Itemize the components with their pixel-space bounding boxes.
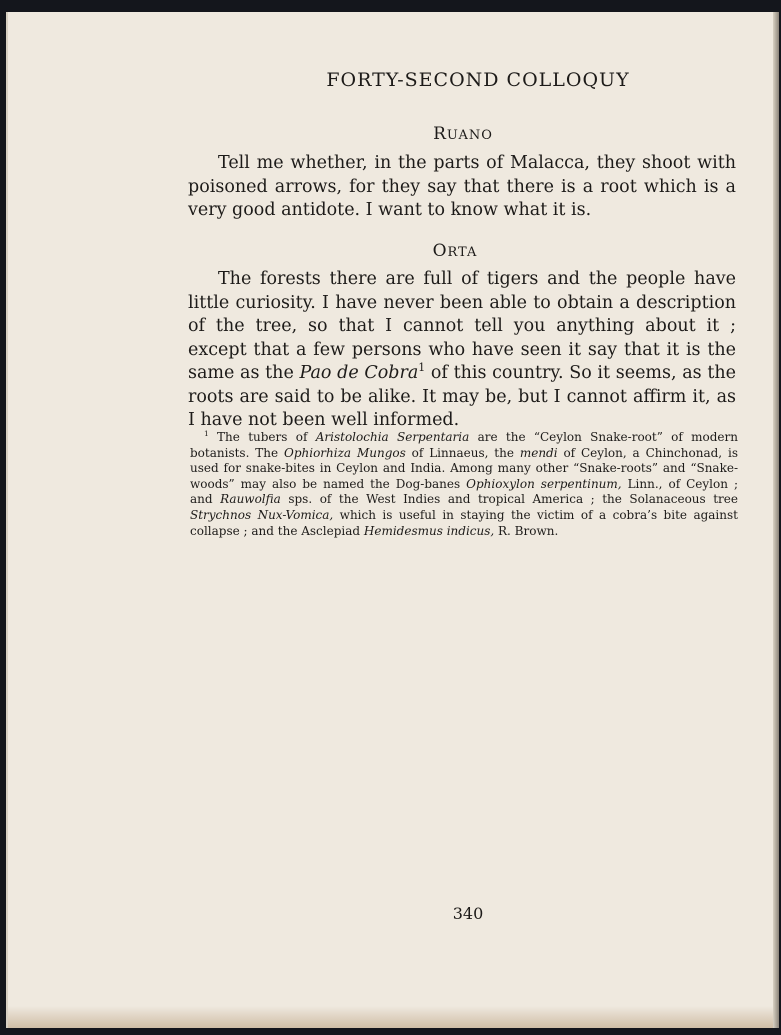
speaker-orta: ORTA (432, 241, 478, 261)
paragraph-ruano: Tell me whether, in the parts of Malacca, they shoot with poisoned arrows, for they say that there is a root which is a very good antidote. I want to know what it is. (188, 153, 736, 220)
paragraph-orta: The forests there are full of tigers and the people have little curiosity. I have never been able to obtain a description of the tree, so that I cannot tell you anything about it ; except that a few persons who have seen it say that it is the same as the Pao de Cobra$^1$ of this country. So it seems, as the roots are said to be alike. It may be, but I cannot affirm it, as I have not been well informed. (188, 269, 736, 430)
chapter-title: FORTY-SECOND COLLOQUY (326, 69, 630, 91)
page-number: 340 (452, 904, 484, 923)
footnote-reference: 1 (418, 361, 426, 375)
page-stain (8, 1006, 775, 1028)
speaker-ruano: RUANO (433, 124, 493, 144)
pao-de-cobra: Pao de Cobra (299, 363, 419, 383)
book-page (6, 12, 775, 1028)
footnote: $^1$ The tubers of Aristolochia Serpentaria are the “Ceylon Snake-root” of modern botanists. The Ophiorhiza Mungos of Linnaeus, the mendi of Ceylon, a Chinchonad, is used for snake-bites in Ceylon and India. Among many other “Snake-roots” and “Snake-woods” may also be named the Dog-banes Ophioxylon serpentinum, Linn., of Ceylon ; and Rauwolfia sps. of the West Indies and tropical America ; the Solanaceous tree Strychnos Nux-Vomica, which is useful in staying the victim of a cobra’s bite against collapse ; and the Asclepiad Hemidesmus indicus, R. Brown. (190, 429, 738, 538)
